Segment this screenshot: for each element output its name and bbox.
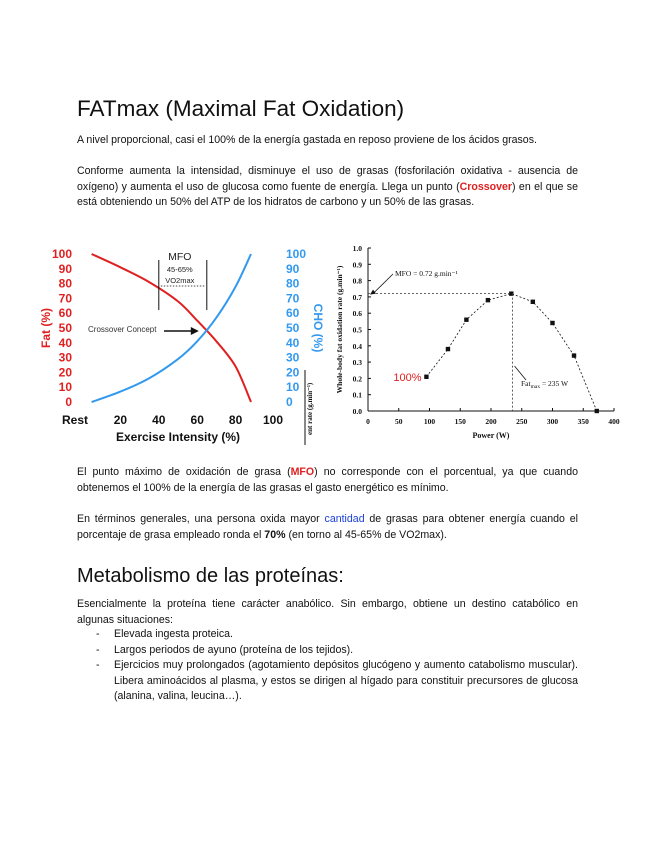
list-item	[96, 658, 578, 705]
y-axis-tick-label: 0.7	[352, 292, 362, 302]
cho-axis-tick-label: 50	[286, 321, 300, 335]
y-axis-tick-label: 0.4	[352, 341, 362, 351]
cho-axis-tick-label: 10	[286, 380, 300, 395]
cho-axis-tick-label: 90	[286, 261, 300, 276]
cantidad-link[interactable]: cantidad	[324, 513, 365, 525]
fat-oxidation-line	[426, 294, 596, 411]
cho-axis-tick-label: 20	[286, 365, 300, 380]
data-point	[595, 409, 599, 413]
x-axis-tick-label: 60	[190, 413, 204, 427]
fat-oxidation-chart	[320, 240, 630, 450]
mfo-annotation-arrow	[374, 274, 393, 293]
x-axis-tick-label: 50	[395, 417, 403, 426]
cho-axis-tick-label: 100	[286, 247, 307, 261]
cropped-axis-label: ent rate (g.min⁻¹)	[306, 382, 314, 435]
list-item	[96, 627, 578, 643]
cho-axis-tick-label: 70	[286, 291, 300, 306]
y-axis-tick-label: 0.3	[352, 358, 362, 368]
x-axis-tick-label: 150	[454, 417, 466, 426]
y-axis-title: Whole-body fat oxidation rate (g.min⁻¹)	[335, 265, 344, 394]
x-axis-tick-label: 200	[485, 417, 497, 426]
bullet-text: Elevada ingesta proteica.	[114, 628, 233, 640]
crossover-chart	[30, 240, 325, 450]
fatmax-annotation-arrow	[515, 366, 526, 380]
hundred-percent-label: 100%	[393, 371, 422, 384]
fat-oxidation-chart-series	[424, 291, 599, 413]
cho-axis-tick-label: 30	[286, 350, 300, 365]
fat-axis-tick-label: 10	[58, 380, 72, 395]
bullet-dash: -	[96, 659, 100, 671]
fat-axis-tick-label: 70	[58, 291, 72, 306]
cho-axis-tick-label: 60	[286, 306, 300, 321]
cho-axis-tick-label: 0	[286, 395, 293, 409]
x-axis-tick-label: 300	[546, 417, 559, 426]
cho-axis-tick-label: 40	[286, 335, 300, 350]
data-point	[531, 300, 535, 304]
protein-bullet-list	[96, 627, 578, 705]
paragraph-proteina-intro: Esencialmente la proteína tiene carácter anabólico. Sin embargo, obtiene un destino catabólico en algunas situaciones:	[77, 598, 578, 626]
paragraph-mfo	[77, 465, 578, 496]
x-axis-tick-label: 350	[577, 417, 589, 426]
x-axis-tick-label: 100	[262, 413, 284, 427]
data-point	[572, 353, 576, 357]
x-axis-tick-label: 400	[608, 417, 620, 426]
fat-axis-tick-label: 80	[58, 276, 72, 291]
x-axis-tick-label: 80	[228, 413, 243, 427]
x-axis-tick-label: 40	[152, 413, 166, 427]
crossover-concept-label: Crossover Concept	[88, 325, 157, 334]
y-axis-tick-label: 0.1	[352, 390, 362, 400]
fat-axis-tick-label: 40	[58, 335, 72, 350]
paragraph-conforme	[77, 164, 578, 211]
y-axis-tick-label: 0.5	[352, 325, 362, 335]
data-point	[464, 318, 468, 322]
data-point	[424, 375, 428, 379]
y-axis-tick-label: 0.9	[352, 260, 362, 270]
data-point	[486, 298, 490, 302]
data-point	[550, 321, 554, 325]
cho-axis-title: CHO (%)	[311, 303, 325, 353]
fat-oxidation-chart-annotations	[368, 269, 569, 411]
section-title-fatmax: FATmax (Maximal Fat Oxidation)	[77, 96, 405, 121]
bullet-dash: -	[96, 628, 100, 640]
section-title-proteinas: Metabolismo de las proteínas:	[77, 565, 344, 587]
fat-axis-tick-label: 20	[58, 365, 72, 380]
fat-axis-tick-label: 100	[51, 247, 72, 261]
fat-axis-tick-label: 60	[58, 306, 72, 321]
bullet-text: Ejercicios muy prolongados (agotamiento depósitos glucógeno y aumento catabolismo muscular). Libera aminoácidos al plasma, y estos se dirigen al hígado para constituir precursores de glucosa (alanina, valina, leucina…).	[114, 659, 578, 702]
paragraph-mfo-b: ) no corresponde con el porcentual, ya que cuando obtenemos el 100% de la energía de las grasas el gasto energético es mínimo.	[77, 466, 578, 494]
mfo-range-label: 45-65%	[166, 265, 193, 274]
crossover-highlight: Crossover	[459, 180, 513, 193]
mfo-annotation: MFO = 0.72 g.min⁻¹	[395, 269, 458, 278]
fat-axis-tick-label: 0	[65, 395, 72, 409]
x-axis-tick-label: 100	[423, 417, 436, 426]
y-axis-tick-label: 0.0	[352, 407, 362, 416]
x-axis-title: Power (W)	[472, 431, 510, 440]
list-item	[96, 643, 578, 659]
seventy-percent: 70%	[264, 528, 286, 541]
y-axis-tick-label: 1.0	[352, 244, 362, 253]
mfo-label: MFO	[168, 251, 192, 263]
x-axis-tick-label: 20	[113, 413, 128, 427]
paragraph-terminos-c: (en torno al 45-65% de VO2max).	[285, 528, 447, 541]
mfo-annotation-arrowhead	[370, 290, 376, 295]
fat-axis-tick-label: 50	[58, 321, 72, 335]
crossover-arrow-head	[191, 327, 199, 335]
paragraph-mfo-a: El punto máximo de oxidación de grasa (	[77, 466, 291, 478]
fat-axis-title: Fat (%)	[39, 308, 53, 348]
cho-axis-tick-label: 80	[286, 276, 300, 291]
data-point	[446, 347, 450, 351]
vo2max-label: VO2max	[165, 276, 195, 285]
x-axis-tick-label: 0	[366, 417, 370, 426]
paragraph-conforme-a: Conforme aumenta la intensidad, disminuye el uso de grasas (fosforilación oxidativa - ausencia de oxígeno) y aumenta el uso de glucosa como fuente de energía. Llega un punto (	[77, 165, 578, 193]
x-axis-tick-label: 250	[516, 417, 528, 426]
paragraph-conforme-b: ) en el que se está obteniendo un 50% del ATP de los hidratos de carbono y un 50% de las grasas.	[77, 180, 578, 208]
paragraph-reposo: A nivel proporcional, casi el 100% de la energía gastada en reposo proviene de los ácidos grasos.	[77, 134, 537, 146]
bullet-text: Largos periodos de ayuno (proteína de los tejidos).	[114, 643, 354, 656]
mfo-highlight: MFO	[290, 466, 315, 478]
paragraph-terminos-a: En términos generales, una persona oxida mayor	[77, 513, 325, 525]
x-axis-tick-label: Rest	[61, 413, 89, 427]
y-axis-tick-label: 0.2	[352, 374, 362, 384]
y-axis-tick-label: 0.8	[352, 276, 362, 286]
fat-axis-tick-label: 90	[58, 261, 72, 276]
bullet-dash: -	[96, 643, 100, 656]
fatmax-annotation: Fat$_{max}$ = 235 W	[521, 379, 569, 390]
fat-axis-tick-label: 30	[58, 350, 72, 365]
paragraph-terminos	[77, 512, 578, 543]
y-axis-tick-label: 0.6	[352, 309, 362, 319]
paragraph-terminos-b: de grasas para obtener energía cuando el porcentaje de grasa empleado ronda el	[77, 513, 578, 541]
x-axis-title: Exercise Intensity (%)	[115, 430, 241, 444]
